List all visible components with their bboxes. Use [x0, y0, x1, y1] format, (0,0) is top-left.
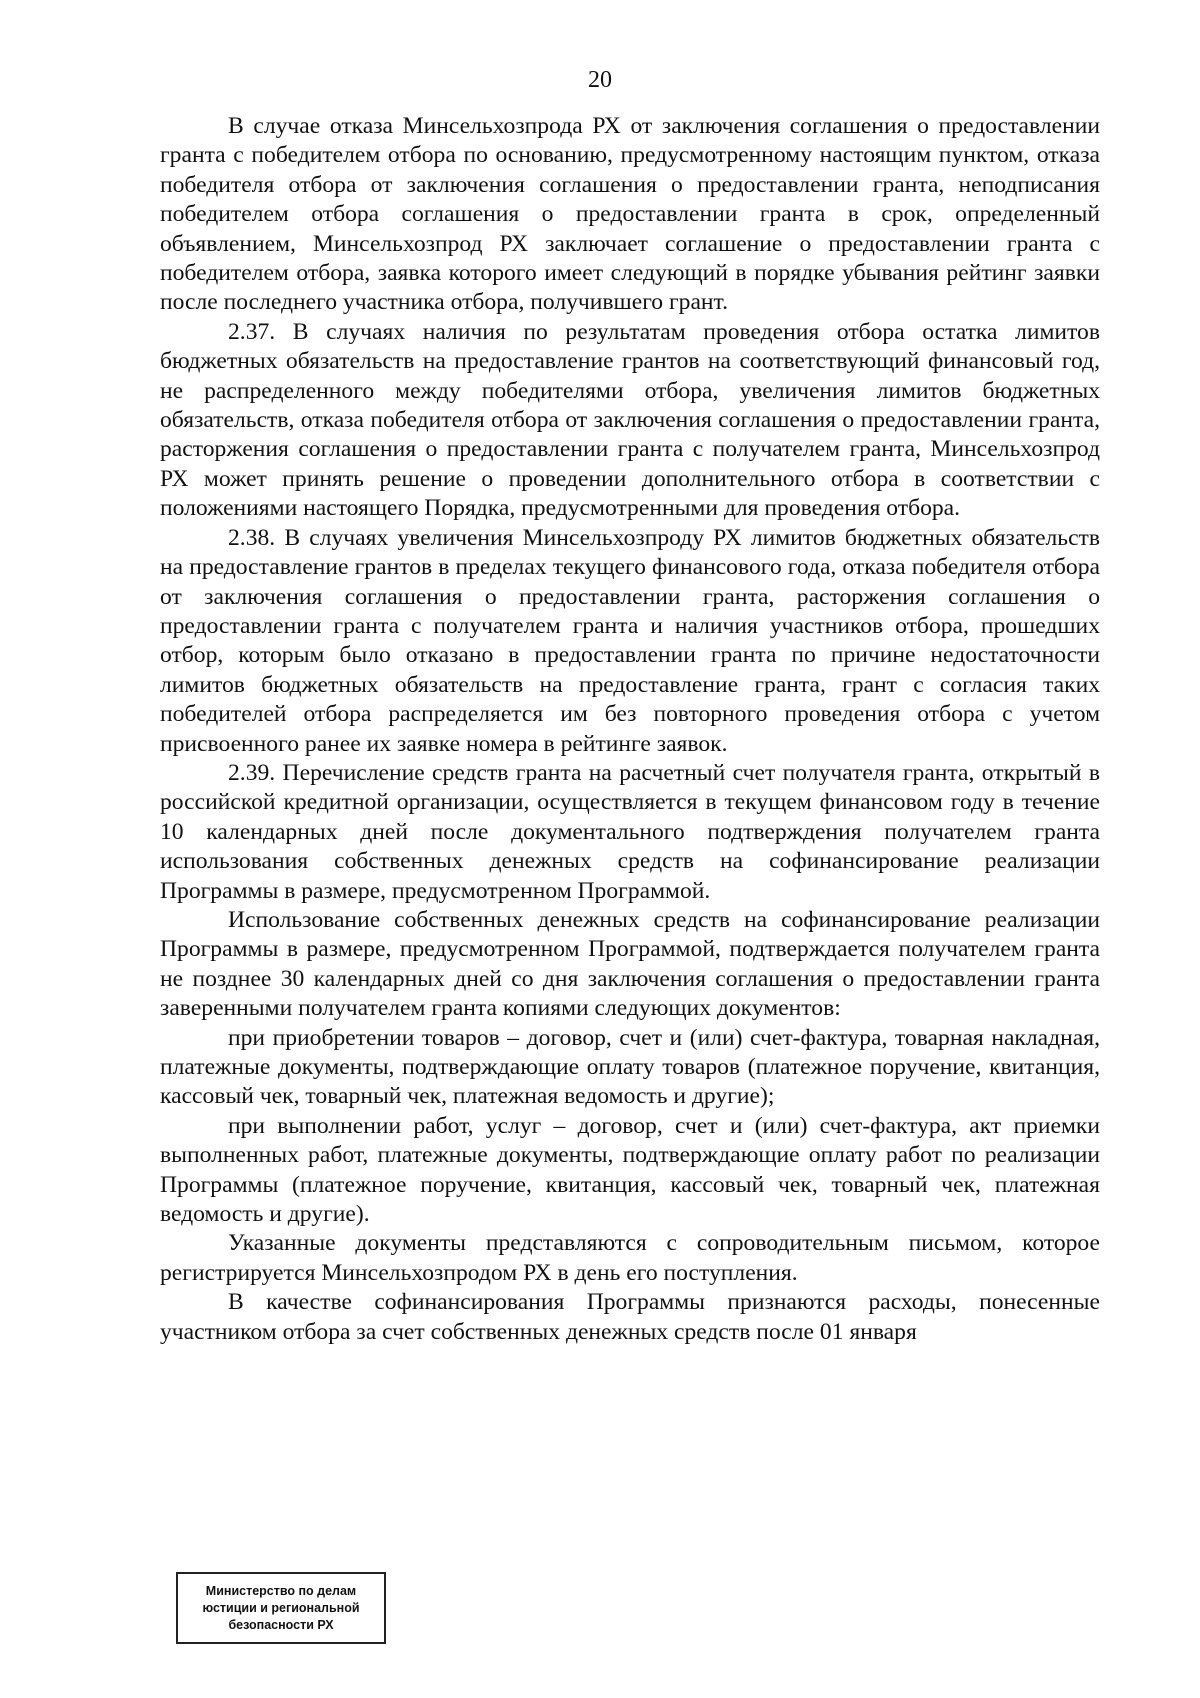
paragraph-2-37: 2.37. В случаях наличия по результатам проведения отбора остатка лимитов бюджетных обязательств на предоставление грантов на соответствующий финансовый год, не распределенного между победителями отбора, увеличения лимитов бюджетных обязательств, отказа победителя отбора от заключения соглашения о предоставлении гранта, расторжения соглашения о предоставлении гранта с получателем гранта, Минсельхозпрод РХ может принять решение о проведении дополнительного отбора в соответствии с положениями настоящего Порядка, предусмотренными для проведения отбора.	[160, 318, 1100, 522]
paragraph-2-38: 2.38. В случаях увеличения Минсельхозпроду РХ лимитов бюджетных обязательств на предоставление грантов в пределах текущего финансового года, отказа победителя отбора от заключения соглашения о предоставлении гранта, расторжения соглашения о предоставлении гранта с получателем гранта и наличия участников отбора, прошедших отбор, которым было отказано в предоставлении гранта по причине недостаточности лимитов бюджетных обязательств на предоставление гранта, грант с согласия таких победителей отбора распределяется им без повторного проведения отбора с учетом присвоенного ранее их заявке номера в рейтинге заявок.	[160, 524, 1100, 757]
paragraph-cofinancing: В качестве софинансирования Программы признаются расходы, понесенные участником отбора за счет собственных денежных средств после 01 января	[160, 1289, 1100, 1345]
paragraph-refusal-clause: В случае отказа Минсельхозпрода РХ от заключения соглашения о предоставлении гранта с победителем отбора по основанию, предусмотренному настоящим пунктом, отказа победителя отбора от заключения соглашения о предоставлении гранта, неподписания победителем отбора соглашения о предоставлении гранта в срок, определенный объявлением, Минсельхозпрод РХ заключает соглашение о предоставлении гранта с победителем отбора, заявка которого имеет следующий в порядке убывания рейтинг заявки после последнего участника отбора, получившего грант.	[160, 113, 1100, 316]
stamp-line-1: Министерство по делам	[205, 1583, 357, 1598]
document-body	[160, 112, 1100, 1347]
page-number: 20	[588, 67, 612, 93]
stamp-line-3: безопасности РХ	[228, 1617, 334, 1632]
stamp-line-2: юстиции и региональной	[202, 1600, 360, 1615]
paragraph-works-services: при выполнении работ, услуг – договор, счет и (или) счет-фактура, акт приемки выполненных работ, платежные документы, подтверждающие оплату работ по реализации Программы (платежное поручение, квитанция, кассовый чек, товарный чек, платежная ведомость и другие).	[160, 1112, 1100, 1228]
ministry-stamp	[176, 1572, 386, 1644]
paragraph-own-funds-use: Использование собственных денежных средств на софинансирование реализации Программы в размере, предусмотренном Программой, подтверждается получателем гранта не позднее 30 календарных дней со дня заключения соглашения о предоставлении гранта заверенными получателем гранта копиями следующих документов:	[160, 906, 1100, 1022]
paragraph-2-39: 2.39. Перечисление средств гранта на расчетный счет получателя гранта, открытый в российской кредитной организации, осуществляется в текущем финансовом году в течение 10 календарных дней после документального подтверждения получателем гранта использования собственных денежных средств на софинансирование реализации Программы в размере, предусмотренном Программой.	[160, 759, 1100, 904]
paragraph-goods-purchase: при приобретении товаров – договор, счет и (или) счет-фактура, товарная накладная, платежные документы, подтверждающие оплату товаров (платежное поручение, квитанция, кассовый чек, товарный чек, платежная ведомость и другие);	[160, 1024, 1100, 1110]
paragraph-cover-letter: Указанные документы представляются с сопроводительным письмом, которое регистрируется Минсельхозпродом РХ в день его поступления.	[160, 1230, 1100, 1286]
